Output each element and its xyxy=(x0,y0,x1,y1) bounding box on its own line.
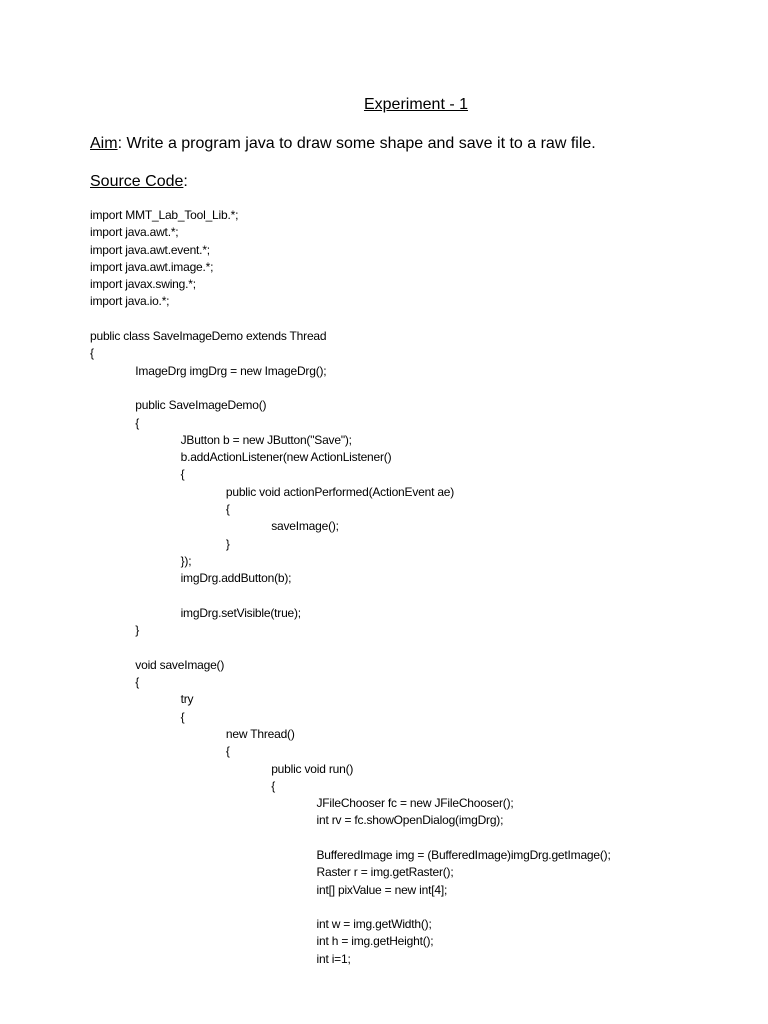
code-line: { xyxy=(225,744,230,759)
code-line: try xyxy=(180,692,194,707)
code-line: new Thread() xyxy=(225,726,295,741)
code-line: int w = img.getWidth(); xyxy=(316,917,432,932)
code-line: imgDrg.setVisible(true); xyxy=(180,605,301,620)
code-line: { xyxy=(135,415,140,430)
code-line: b.addActionListener(new ActionListener() xyxy=(180,450,392,465)
source-code-label: Source Code xyxy=(90,173,184,190)
code-line: public class SaveImageDemo extends Thread xyxy=(90,329,327,344)
code-line: { xyxy=(180,709,185,724)
code-line: import java.awt.*; xyxy=(90,225,179,240)
code-line: Raster r = img.getRaster(); xyxy=(316,865,454,880)
aim-label: Aim xyxy=(90,135,118,152)
aim-statement xyxy=(90,134,596,154)
code-line: import java.awt.image.*; xyxy=(90,259,214,274)
code-line: JFileChooser fc = new JFileChooser(); xyxy=(316,796,514,811)
code-line: JButton b = new JButton("Save"); xyxy=(180,432,352,447)
code-line xyxy=(90,899,760,916)
code-line: } xyxy=(135,623,140,638)
code-line: int[] pixValue = new int[4]; xyxy=(316,882,448,897)
code-line: import java.awt.event.*; xyxy=(90,242,210,257)
code-line: { xyxy=(271,778,275,793)
code-line xyxy=(90,830,760,847)
code-line: { xyxy=(135,675,140,690)
code-line: import MMT_Lab_Tool_Lib.*; xyxy=(90,208,239,222)
document-title: Experiment - 1 xyxy=(363,96,469,113)
code-line: void saveImage() xyxy=(135,657,225,672)
code-line: { xyxy=(180,467,185,482)
code-line: }); xyxy=(180,553,192,568)
code-line xyxy=(90,380,760,397)
code-line xyxy=(90,311,760,328)
code-line: { xyxy=(225,502,230,517)
code-line: import javax.swing.*; xyxy=(90,277,196,292)
code-line xyxy=(90,639,760,656)
code-line: } xyxy=(225,536,230,551)
code-line xyxy=(90,588,760,605)
code-line: int h = img.getHeight(); xyxy=(316,934,434,949)
code-line: public void run() xyxy=(271,761,354,776)
source-code-colon: : xyxy=(183,173,188,190)
source-code-heading xyxy=(90,172,188,192)
code-line: { xyxy=(90,346,94,361)
code-line: int rv = fc.showOpenDialog(imgDrg); xyxy=(316,813,504,828)
code-line: ImageDrg imgDrg = new ImageDrg(); xyxy=(135,363,327,378)
code-line: public SaveImageDemo() xyxy=(135,398,267,413)
source-code-block xyxy=(90,207,760,968)
code-line: saveImage(); xyxy=(271,519,339,534)
code-line: import java.io.*; xyxy=(90,294,170,309)
code-line: imgDrg.addButton(b); xyxy=(180,571,292,586)
aim-text: : Write a program java to draw some shape and save it to a raw file. xyxy=(117,135,596,152)
code-line: public void actionPerformed(ActionEvent ae) xyxy=(225,484,455,499)
code-line: BufferedImage img = (BufferedImage)imgDrg.getImage(); xyxy=(316,847,611,862)
code-line: int i=1; xyxy=(316,951,351,966)
